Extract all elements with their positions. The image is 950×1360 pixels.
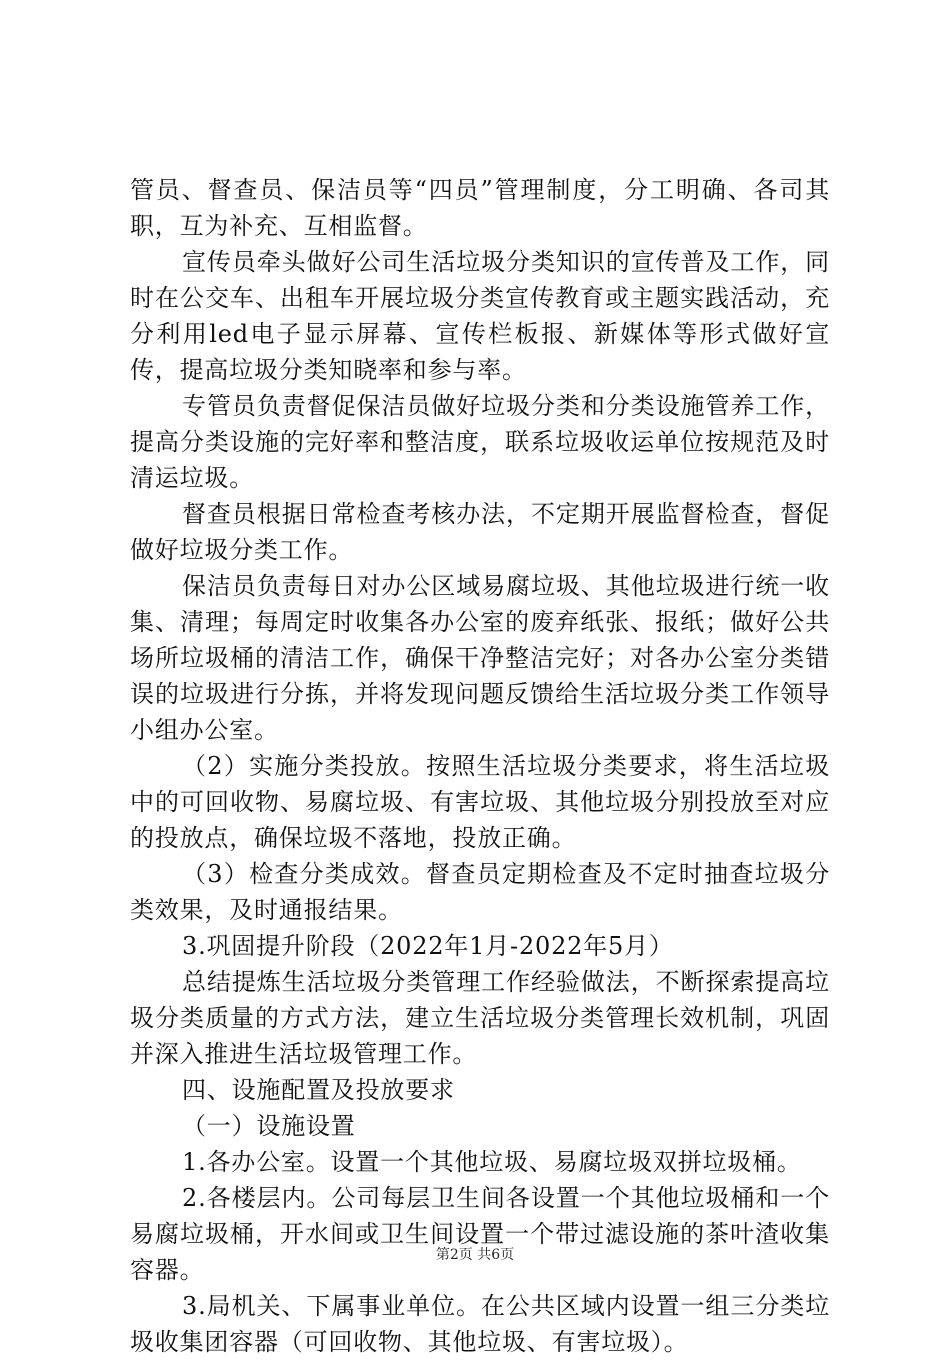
paragraph-1: 管员、督查员、保洁员等“四员”管理制度，分工明确、各司其职，互为补充、互相监督。 bbox=[130, 176, 830, 240]
page-number-footer: 第2页 共6页 bbox=[435, 1247, 515, 1263]
document-body bbox=[130, 172, 830, 1360]
paragraph-4: 督查员根据日常检查考核办法，不定期开展监督检查，督促做好垃圾分类工作。 bbox=[130, 500, 830, 564]
paragraph-9: 总结提炼生活垃圾分类管理工作经验做法，不断探索提高垃圾分类质量的方式方法，建立生活垃圾分类管理长效机制，巩固并深入推进生活垃圾管理工作。 bbox=[130, 968, 830, 1068]
paragraph-3: 专管员负责督促保洁员做好垃圾分类和分类设施管养工作，提高分类设施的完好率和整洁度，联系垃圾收运单位按规范及时清运垃圾。 bbox=[130, 392, 830, 492]
section-heading-facilities: 四、设施配置及投放要求 bbox=[182, 1076, 455, 1104]
paragraph-12: 1.各办公室。设置一个其他垃圾、易腐垃圾双拼垃圾桶。 bbox=[182, 1148, 802, 1176]
paragraph-2: 宣传员牵头做好公司生活垃圾分类知识的宣传普及工作，同时在公交车、出租车开展垃圾分类宣传教育或主题实践活动，充分利用led电子显示屏幕、宣传栏板报、新媒体等形式做好宣传，提高垃圾分类知晓率和参与率。 bbox=[130, 248, 830, 384]
paragraph-14: 3.局机关、下属事业单位。在公共区域内设置一组三分类垃圾收集团容器（可回收物、其他垃圾、有害垃圾）。 bbox=[130, 1292, 830, 1356]
paragraph-7: （3）检查分类成效。督查员定期检查及不定时抽查垃圾分类效果，及时通报结果。 bbox=[130, 860, 830, 924]
section-heading-consolidation: 3.巩固提升阶段（2022年1月-2022年5月） bbox=[182, 932, 674, 960]
paragraph-6: （2）实施分类投放。按照生活垃圾分类要求，将生活垃圾中的可回收物、易腐垃圾、有害垃圾、其他垃圾分别投放至对应的投放点，确保垃圾不落地，投放正确。 bbox=[130, 752, 830, 852]
subsection-heading-setup: （一）设施设置 bbox=[182, 1112, 356, 1140]
paragraph-13: 2.各楼层内。公司每层卫生间各设置一个其他垃圾桶和一个易腐垃圾桶，开水间或卫生间设置一个带过滤设施的茶叶渣收集容器。 bbox=[130, 1184, 830, 1284]
paragraph-5: 保洁员负责每日对办公区域易腐垃圾、其他垃圾进行统一收集、清理；每周定时收集各办公室的废弃纸张、报纸；做好公共场所垃圾桶的清洁工作，确保干净整洁完好；对各办公室分类错误的垃圾进行分拣，并将发现问题反馈给生活垃圾分类工作领导小组办公室。 bbox=[130, 572, 830, 744]
